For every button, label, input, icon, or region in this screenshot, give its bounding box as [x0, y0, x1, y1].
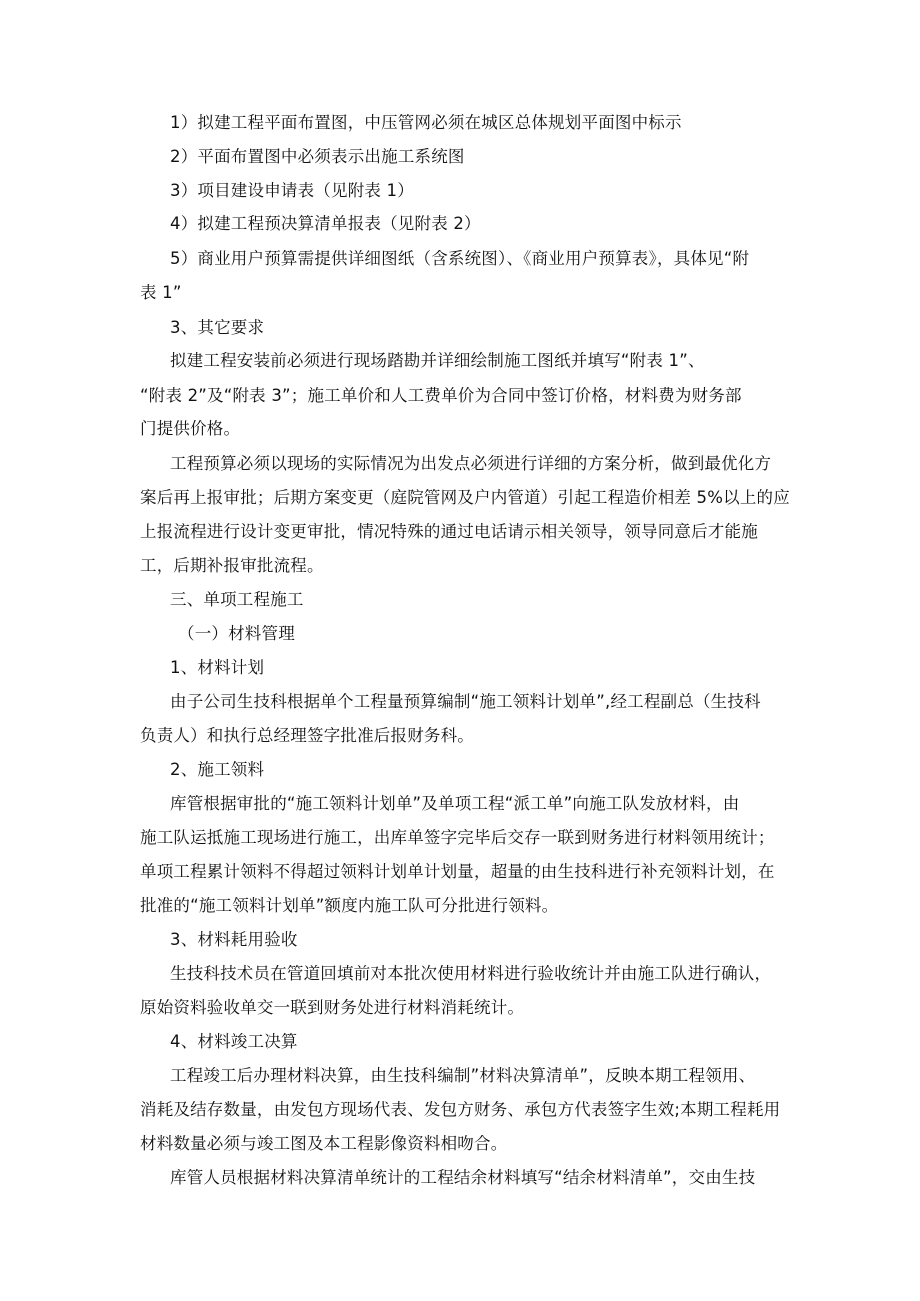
text-line-11: 工程预算必须以现场的实际情况为出发点必须进行详细的方案分析，做到最优化方: [170, 454, 772, 473]
text-line-6: 表 1”: [140, 283, 182, 302]
text-line-4: 4）拟建工程预决算清单报表（见附表 2）: [170, 214, 481, 233]
text-line-13: 上报流程进行设计变更审批，情况特殊的通过电话请示相关领导，领导同意后才能施: [140, 522, 758, 541]
text-line-8: 拟建工程安装前必须进行现场踏勘并详细绘制施工图纸并填写“附表 1”、: [170, 351, 705, 370]
section-heading-material-acceptance: 3、材料耗用验收: [170, 930, 298, 949]
section-heading-material-pickup: 2、施工领料: [170, 760, 265, 779]
text-line-31: 材料数量必须与竣工图及本工程影像资料相吻合。: [140, 1134, 508, 1153]
section-heading-material-plan: 1、材料计划: [170, 658, 265, 677]
text-line-23: 单项工程累计领料不得超过领料计划单计划量，超量的由生技科进行补充领料计划，在: [140, 862, 775, 881]
section-heading-material-management: （一）材料管理: [178, 624, 295, 643]
text-line-30: 消耗及结存数量，由发包方现场代表、发包方财务、承包方代表签字生效;本期工程耗用: [140, 1100, 781, 1119]
text-line-1: 1）拟建工程平面布置图，中压管网必须在城区总体规划平面图中标示: [170, 113, 682, 132]
text-line-14: 工，后期补报审批流程。: [140, 556, 324, 575]
text-line-32: 库管人员根据材料决算清单统计的工程结余材料填写“结余材料清单”，交由生技: [170, 1168, 756, 1187]
text-line-18: 由子公司生技科根据单个工程量预算编制“施工领料计划单”,经工程副总（生技科: [170, 692, 761, 711]
text-line-26: 生技科技术员在管道回填前对本批次使用材料进行验收统计并由施工队进行确认，: [170, 964, 772, 983]
text-line-29: 工程竣工后办理材料决算，由生技科编制”材料决算清单”，反映本期工程领用、: [170, 1066, 756, 1085]
text-line-9: “附表 2”及“附表 3”；施工单价和人工费单价为合同中签订价格，材料费为财务部: [140, 386, 742, 405]
text-line-27: 原始资料验收单交一联到财务处进行材料消耗统计。: [140, 998, 525, 1017]
text-line-21: 库管根据审批的“施工领料计划单”及单项工程“派工单”向施工队发放材料，由: [170, 794, 740, 813]
text-line-10: 门提供价格。: [140, 419, 241, 438]
text-line-5: 5）商业用户预算需提供详细图纸（含系统图）、《商业用户预算表》，具体见“附: [170, 249, 750, 268]
text-line-24: 批准的“施工领料计划单”额度内施工队可分批进行领料。: [140, 896, 559, 915]
text-line-19: 负责人）和执行总经理签字批准后报财务科。: [140, 726, 474, 745]
text-line-2: 2）平面布置图中必须表示出施工系统图: [170, 147, 465, 166]
section-heading-material-final-accounts: 4、材料竣工决算: [170, 1032, 298, 1051]
text-line-3: 3）项目建设申请表（见附表 1）: [170, 181, 414, 200]
section-heading-single-project: 三、单项工程施工: [170, 590, 304, 609]
section-heading-other-requirements: 3、其它要求: [170, 318, 265, 337]
text-line-12: 案后再上报审批；后期方案变更（庭院管网及户内管道）引起工程造价相差 5%以上的应: [140, 488, 790, 507]
text-line-22: 施工队运抵施工现场进行施工，出库单签字完毕后交存一联到财务进行材料领用统计；: [140, 828, 775, 847]
